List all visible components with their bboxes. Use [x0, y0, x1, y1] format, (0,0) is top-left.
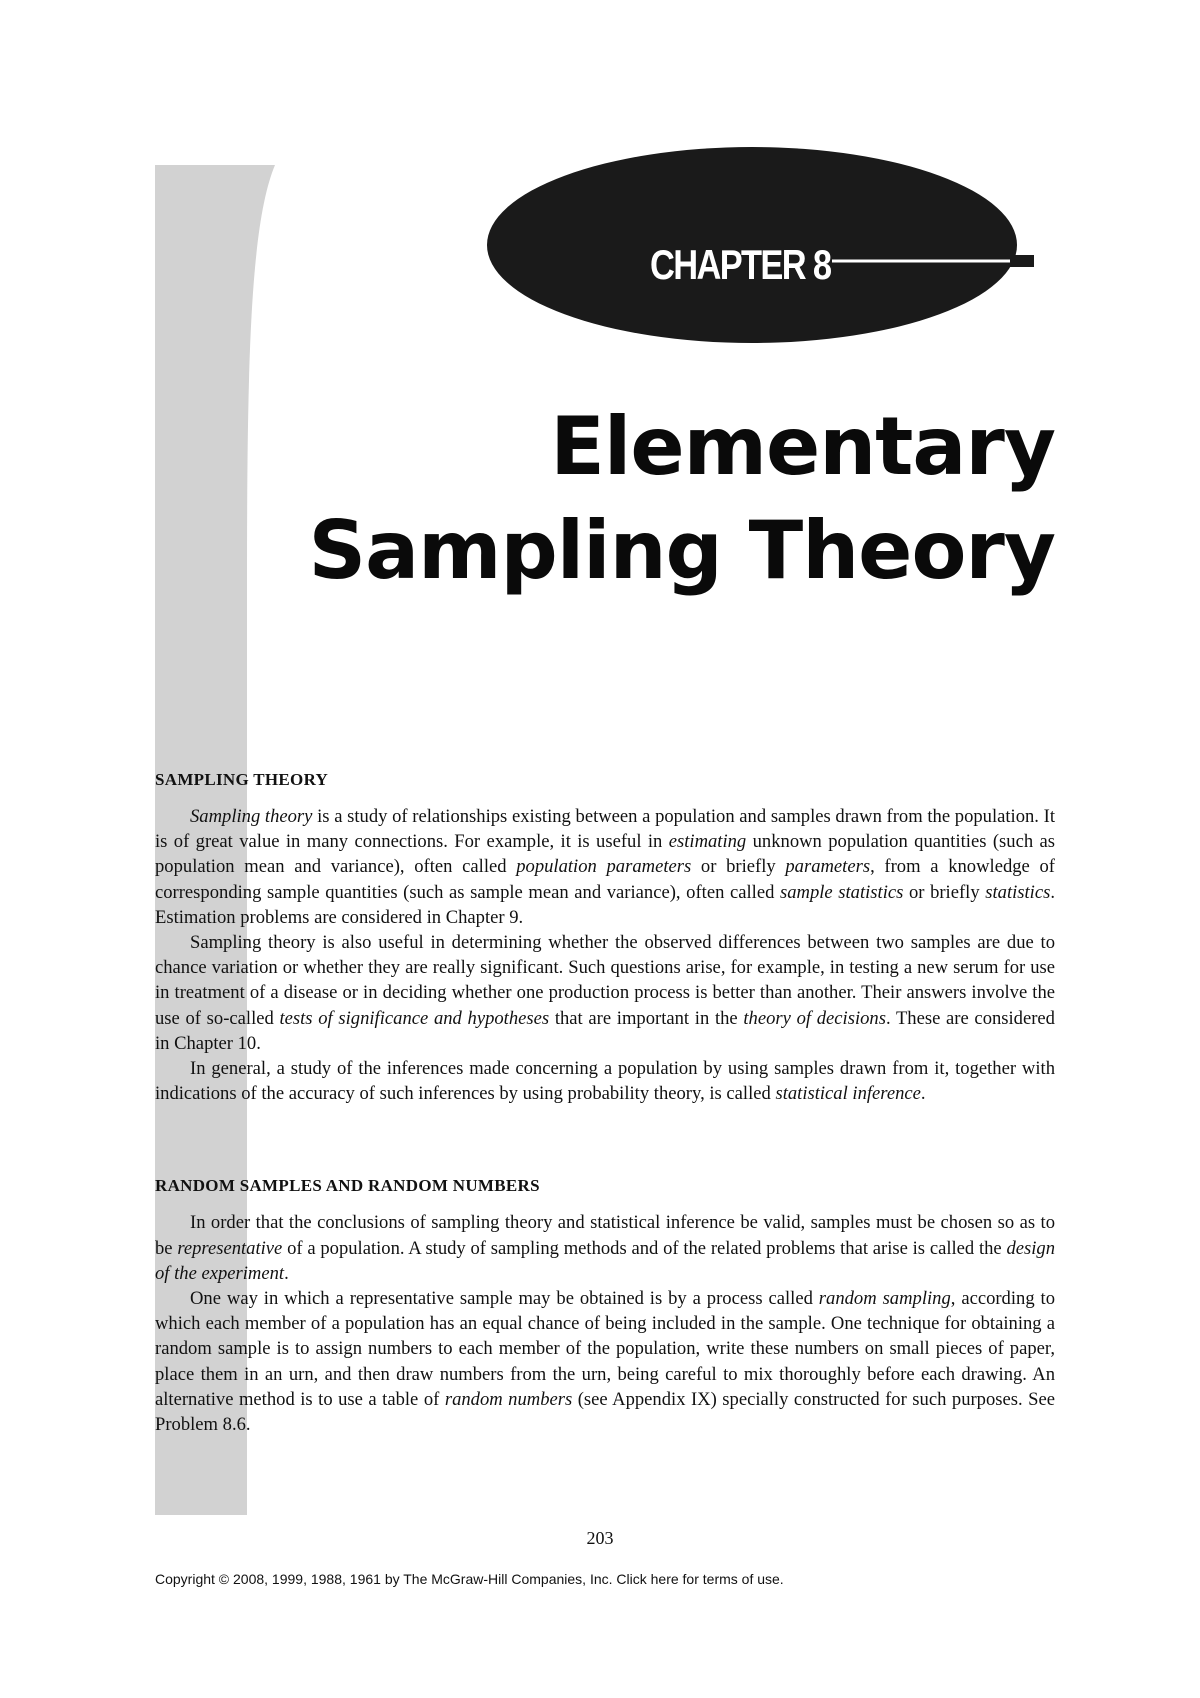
- copyright-notice[interactable]: Copyright © 2008, 1999, 1988, 1961 by The McGraw-Hill Companies, Inc. Click here for terms of use.: [155, 1571, 784, 1587]
- paragraph: [155, 1286, 1055, 1437]
- chapter-title: [309, 395, 1055, 603]
- text-run: of a population. A study of sampling methods and of the related problems that arise is called the: [282, 1237, 1007, 1259]
- text-run: Sampling theory is also useful in determining whether the observed differences between two samples are due to chance variation or whether they are really significant. Such questions arise, for example, in testing a new serum for use in treatment of a disease or in deciding whether one production process is better than another. Their answers involve the use of so-called: [155, 932, 1055, 1029]
- term-statistical-inference: statistical inference: [775, 1083, 921, 1105]
- text-run: One way in which a representative sample may be obtained is by a process called: [190, 1288, 819, 1310]
- section-heading-random-samples: RANDOM SAMPLES AND RANDOM NUMBERS: [155, 1176, 540, 1196]
- paragraph: [155, 930, 1055, 1056]
- text-run: unknown population quantities (such as population mean and variance), often called: [155, 831, 1055, 878]
- term-estimating: estimating: [668, 831, 747, 853]
- term-representative: representative: [177, 1237, 283, 1259]
- text-run: is a study of relationships existing between a population and samples drawn from the population. It is of great value in many connections. For example, it is useful in: [155, 806, 1055, 853]
- term-design-of-experiment: design of the experiment: [155, 1237, 1055, 1284]
- text-run: , according to which each member of a population has an equal chance of being included in the sample. One technique for obtaining a random sample is to assign numbers to each member of the population, write these numbers on small pieces of paper, place them in an urn, and then draw numbers from the urn, being careful to mix thoroughly before each drawing. An alternative method is to use a table of: [155, 1288, 1055, 1410]
- title-line-1: Elementary: [550, 400, 1055, 493]
- term-population-parameters: population parameters: [516, 856, 692, 878]
- text-run: (see Appendix IX) specially constructed for such purposes. See Problem 8.6.: [155, 1388, 1056, 1436]
- text-run: In general, a study of the inferences made concerning a population by using samples drawn from it, together with indications of the accuracy of such inferences by using probability theory, is called: [155, 1058, 1055, 1105]
- paragraph: [155, 1210, 1055, 1286]
- text-run: .: [284, 1262, 289, 1284]
- text-run: .: [920, 1083, 926, 1105]
- body-content: [155, 768, 1055, 1437]
- term-sampling-theory: Sampling theory: [190, 806, 313, 827]
- text-run: or briefly: [903, 881, 986, 903]
- chapter-label: CHAPTER 8: [650, 241, 831, 288]
- term-tests-of-significance: tests of significance and hypotheses: [279, 1007, 550, 1029]
- term-random-sampling: random sampling: [818, 1288, 951, 1310]
- oval-rule-end: [1010, 255, 1034, 267]
- text-run: that are important in the: [549, 1007, 744, 1029]
- term-parameters: parameters: [785, 856, 871, 878]
- text-run: , from a knowledge of corresponding sample quantities (such as sample mean and variance), often called: [155, 856, 1055, 903]
- paragraph: [155, 1056, 1055, 1106]
- text-run: . Estimation problems are considered in Chapter 9.: [155, 881, 1055, 928]
- page-number: 203: [586, 1528, 614, 1548]
- text-run: . These are considered in Chapter 10.: [155, 1007, 1055, 1054]
- term-theory-of-decisions: theory of decisions: [743, 1007, 886, 1029]
- text-run: or briefly: [691, 856, 786, 878]
- term-random-numbers: random numbers: [444, 1388, 573, 1410]
- paragraph: [155, 804, 1055, 930]
- term-sample-statistics: sample statistics: [779, 881, 904, 903]
- section-heading-sampling-theory: SAMPLING THEORY: [155, 770, 329, 789]
- text-run: In order that the conclusions of sampling theory and statistical inference be valid, samples must be chosen so as to be: [155, 1212, 1055, 1259]
- term-statistics: statistics: [985, 881, 1051, 903]
- title-line-2: Sampling Theory: [308, 504, 1055, 597]
